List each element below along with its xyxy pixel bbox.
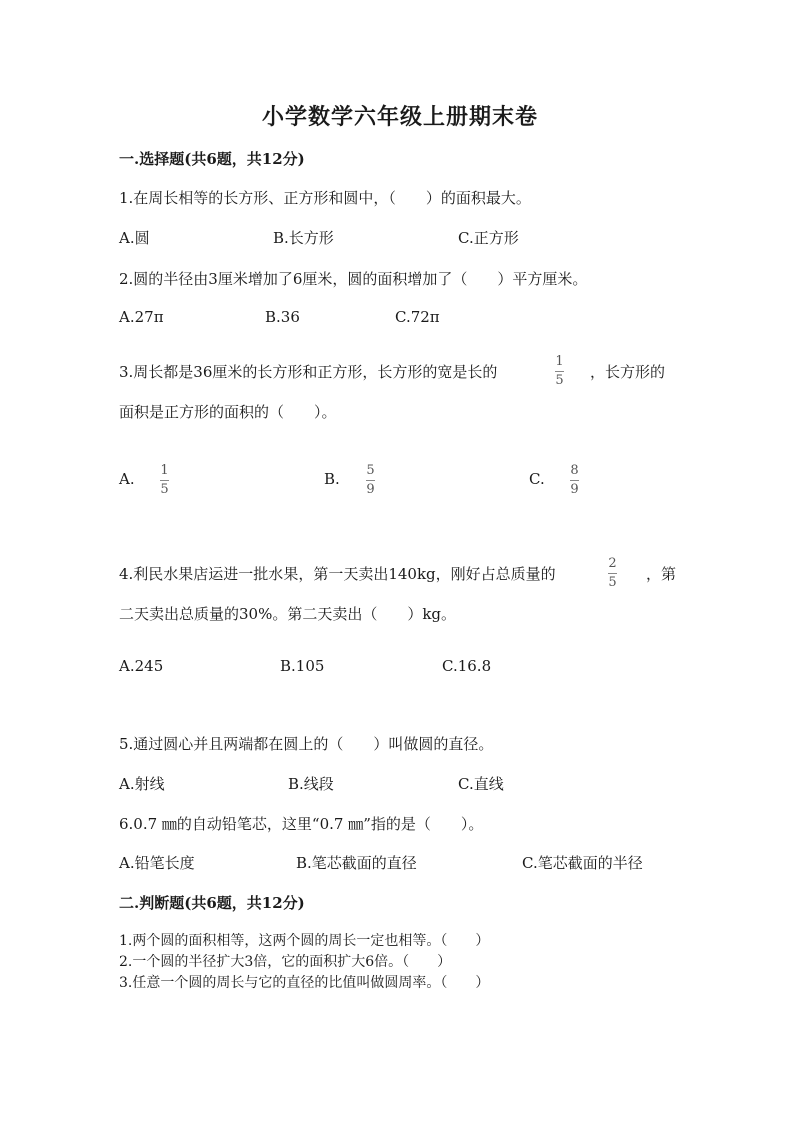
q4-option-c[interactable]: C.16.8: [442, 657, 492, 675]
q4-option-a[interactable]: A.245: [119, 657, 164, 675]
q4-fraction: [608, 557, 617, 590]
fraction-numerator: 8: [570, 463, 579, 478]
question-3-line-1-end: ，长方形的: [590, 363, 666, 381]
fraction-bar: [570, 480, 579, 481]
fraction-denominator: 5: [555, 373, 564, 388]
fraction-denominator: 5: [608, 575, 617, 590]
fraction-numerator: 1: [160, 463, 169, 478]
q3-fraction: [555, 355, 564, 388]
q3-option-a[interactable]: A.: [119, 470, 135, 488]
question-6: 6.0.7 ㎜的自动铅笔芯，这里“0.7 ㎜”指的是（ ）。: [119, 815, 484, 833]
q5-option-a[interactable]: A.射线: [119, 775, 165, 793]
q5-option-c[interactable]: C.直线: [458, 775, 504, 793]
question-4-line-2: 二天卖出总质量的30%。第二天卖出（ ）kg。: [119, 605, 457, 623]
fraction-numerator: 2: [608, 556, 617, 571]
q3-option-c[interactable]: C.: [529, 470, 545, 488]
judge-item-2: 2.一个圆的半径扩大3倍，它的面积扩大6倍。（ ）: [119, 954, 452, 970]
question-3-line-1: 3.周长都是36厘米的长方形和正方形，长方形的宽是长的: [119, 363, 498, 381]
fraction-bar: [608, 573, 617, 574]
q6-option-c[interactable]: C.笔芯截面的半径: [522, 854, 643, 872]
fraction-bar: [160, 480, 169, 481]
section-heading-judgement: 二.判断题(共6题，共12分): [119, 894, 305, 912]
q2-option-b[interactable]: B.36: [265, 308, 300, 326]
question-2: 2.圆的半径由3厘米增加了6厘米，圆的面积增加了（ ）平方厘米。: [119, 270, 588, 288]
question-1: 1.在周长相等的长方形、正方形和圆中，（ ）的面积最大。: [119, 189, 531, 207]
q3-option-a-fraction: [160, 464, 169, 497]
fraction-bar: [366, 480, 375, 481]
q6-option-b[interactable]: B.笔芯截面的直径: [296, 854, 417, 872]
fraction-denominator: 5: [160, 482, 169, 497]
fraction-numerator: 1: [555, 354, 564, 369]
judge-item-3: 3.任意一个圆的周长与它的直径的比值叫做圆周率。（ ）: [119, 975, 490, 991]
fraction-bar: [555, 371, 564, 372]
judge-item-1: 1.两个圆的面积相等，这两个圆的周长一定也相等。（ ）: [119, 933, 490, 949]
fraction-denominator: 9: [366, 482, 375, 497]
question-4-line-1: 4.利民水果店运进一批水果，第一天卖出140kg，刚好占总质量的: [119, 565, 556, 583]
fraction-denominator: 9: [570, 482, 579, 497]
page-title: 小学数学六年级上册期末卷: [261, 104, 538, 130]
fraction-numerator: 5: [366, 463, 375, 478]
q2-option-a[interactable]: A.27π: [119, 308, 164, 326]
question-4-line-1-end: ，第: [646, 565, 677, 583]
q2-option-c[interactable]: C.72π: [395, 308, 440, 326]
q3-option-b-fraction: [366, 464, 375, 497]
q3-option-b[interactable]: B.: [324, 470, 340, 488]
section-heading-choice: 一.选择题(共6题，共12分): [119, 150, 305, 168]
q1-option-c[interactable]: C.正方形: [458, 229, 519, 247]
q4-option-b[interactable]: B.105: [280, 657, 325, 675]
q1-option-b[interactable]: B.长方形: [273, 229, 334, 247]
q3-option-c-fraction: [570, 464, 579, 497]
question-5: 5.通过圆心并且两端都在圆上的（ ）叫做圆的直径。: [119, 735, 494, 753]
q6-option-a[interactable]: A.铅笔长度: [119, 854, 195, 872]
q1-option-a[interactable]: A.圆: [119, 229, 150, 247]
question-3-line-2: 面积是正方形的面积的（ ）。: [119, 403, 337, 421]
q5-option-b[interactable]: B.线段: [288, 775, 334, 793]
